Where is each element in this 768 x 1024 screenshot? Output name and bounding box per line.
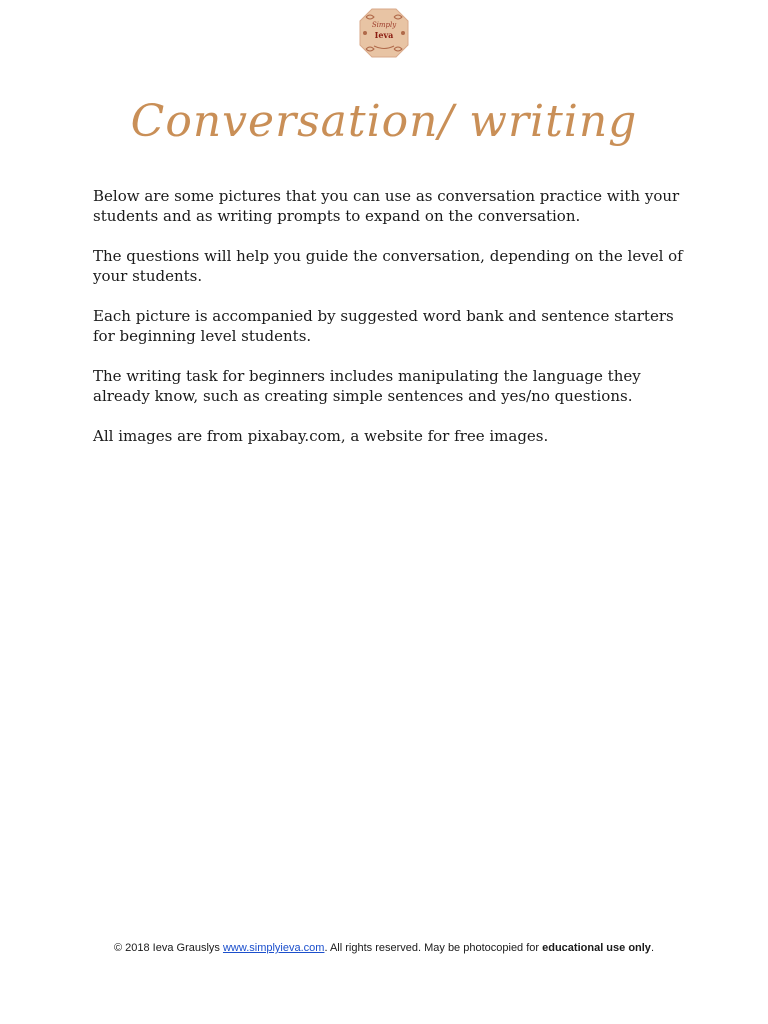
paragraph: Below are some pictures that you can use as conversation practice with your students and as writing prompts to expand on the conversation. <box>93 187 680 225</box>
footer-usage-emphasis: educational use only <box>542 942 651 954</box>
logo-text-simply: Simply <box>371 21 397 29</box>
footer-end: . <box>650 942 654 954</box>
brand-logo <box>358 7 410 59</box>
intro-text <box>93 186 683 466</box>
website-link[interactable]: www.simplyieva.com <box>222 942 325 954</box>
page-title: Conversation/ writing <box>130 96 638 147</box>
footer-copyright: © 2018 Ieva Grauslys <box>113 942 223 954</box>
page-footer <box>0 942 768 954</box>
logo-text-ieva: Ieva <box>374 30 394 40</box>
paragraph: Each picture is accompanied by suggested word bank and sentence starters for beginning level students. <box>93 307 674 345</box>
paragraph: The questions will help you guide the conversation, depending on the level of your students. <box>93 247 683 285</box>
footer-rights: . All rights reserved. May be photocopied for <box>324 942 543 954</box>
paragraph: All images are from pixabay.com, a website for free images. <box>93 427 549 445</box>
paragraph: The writing task for beginners includes manipulating the language they already know, such as creating simple sentences and yes/no questions. <box>93 367 641 405</box>
